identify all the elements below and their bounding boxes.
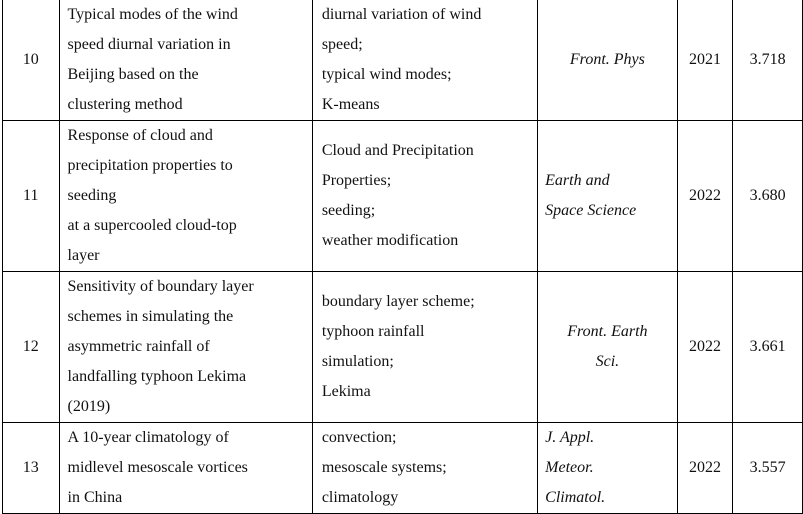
title-line: at a supercooled cloud-top — [67, 217, 237, 234]
impact-factor: 3.661 — [733, 272, 803, 423]
title-line: speed diurnal variation in — [67, 36, 231, 53]
title-line: Typical modes of the wind — [67, 6, 238, 23]
keywords — [312, 0, 537, 121]
paper-title — [59, 121, 312, 272]
impact-factor: 3.557 — [733, 423, 803, 514]
journal — [538, 0, 678, 121]
impact-factor: 3.718 — [733, 0, 803, 121]
keywords — [312, 121, 537, 272]
journal-line: J. Appl. — [545, 429, 595, 446]
paper-title — [59, 423, 312, 514]
table-row — [3, 272, 803, 423]
journal — [538, 121, 678, 272]
title-line: Response of cloud and — [67, 127, 213, 144]
row-number: 10 — [3, 0, 60, 121]
keyword-line: K-means — [321, 96, 380, 113]
publications-table — [2, 0, 803, 514]
table-row — [3, 121, 803, 272]
journal-line: Earth and — [545, 172, 610, 189]
paper-title — [59, 0, 312, 121]
keyword-line: mesoscale systems; — [321, 459, 447, 476]
title-line: midlevel mesoscale vortices — [67, 459, 248, 476]
keyword-line: Cloud and Precipitation — [321, 142, 474, 159]
paper-title — [59, 272, 312, 423]
keyword-line: climatology — [321, 489, 399, 506]
year: 2022 — [677, 272, 733, 423]
keywords — [312, 423, 537, 514]
journal-line: Space Science — [545, 202, 637, 219]
title-line: A 10-year climatology of — [67, 429, 229, 446]
year: 2022 — [677, 423, 733, 514]
keyword-line: speed; — [321, 36, 363, 53]
row-number: 11 — [3, 121, 60, 272]
keyword-line: typical wind modes; — [321, 66, 452, 83]
journal-line: Climatol. — [545, 489, 606, 506]
row-number: 13 — [3, 423, 60, 514]
year: 2021 — [677, 0, 733, 121]
keyword-line: boundary layer scheme; — [321, 293, 475, 310]
keyword-line: simulation; — [321, 353, 394, 370]
keyword-line: seeding; — [321, 202, 376, 219]
title-line: layer — [67, 247, 100, 264]
keyword-line: Lekima — [321, 383, 371, 400]
year: 2022 — [677, 121, 733, 272]
keyword-line: convection; — [321, 429, 397, 446]
impact-factor: 3.680 — [733, 121, 803, 272]
keywords — [312, 272, 537, 423]
title-line: Sensitivity of boundary layer — [67, 278, 254, 295]
title-line: schemes in simulating the — [67, 308, 234, 325]
journal-line: Front. Earth — [567, 323, 648, 340]
title-line: landfalling typhoon Lekima — [67, 368, 247, 385]
title-line: clustering method — [67, 96, 183, 113]
keyword-line: Properties; — [321, 172, 392, 189]
table-row — [3, 0, 803, 121]
title-line: seeding — [67, 187, 117, 204]
title-line: (2019) — [67, 398, 111, 415]
table-row — [3, 423, 803, 514]
journal-line: Sci. — [595, 353, 620, 370]
keyword-line: weather modification — [321, 232, 459, 249]
title-line: precipitation properties to — [67, 157, 233, 174]
title-line: in China — [67, 489, 123, 506]
row-number: 12 — [3, 272, 60, 423]
journal-line: Front. Phys — [569, 51, 645, 68]
title-line: asymmetric rainfall of — [67, 338, 210, 355]
keyword-line: diurnal variation of wind — [321, 6, 482, 23]
keyword-line: typhoon rainfall — [321, 323, 425, 340]
journal-line: Meteor. — [545, 459, 594, 476]
journal — [538, 423, 678, 514]
journal — [538, 272, 678, 423]
title-line: Beijing based on the — [67, 66, 199, 83]
